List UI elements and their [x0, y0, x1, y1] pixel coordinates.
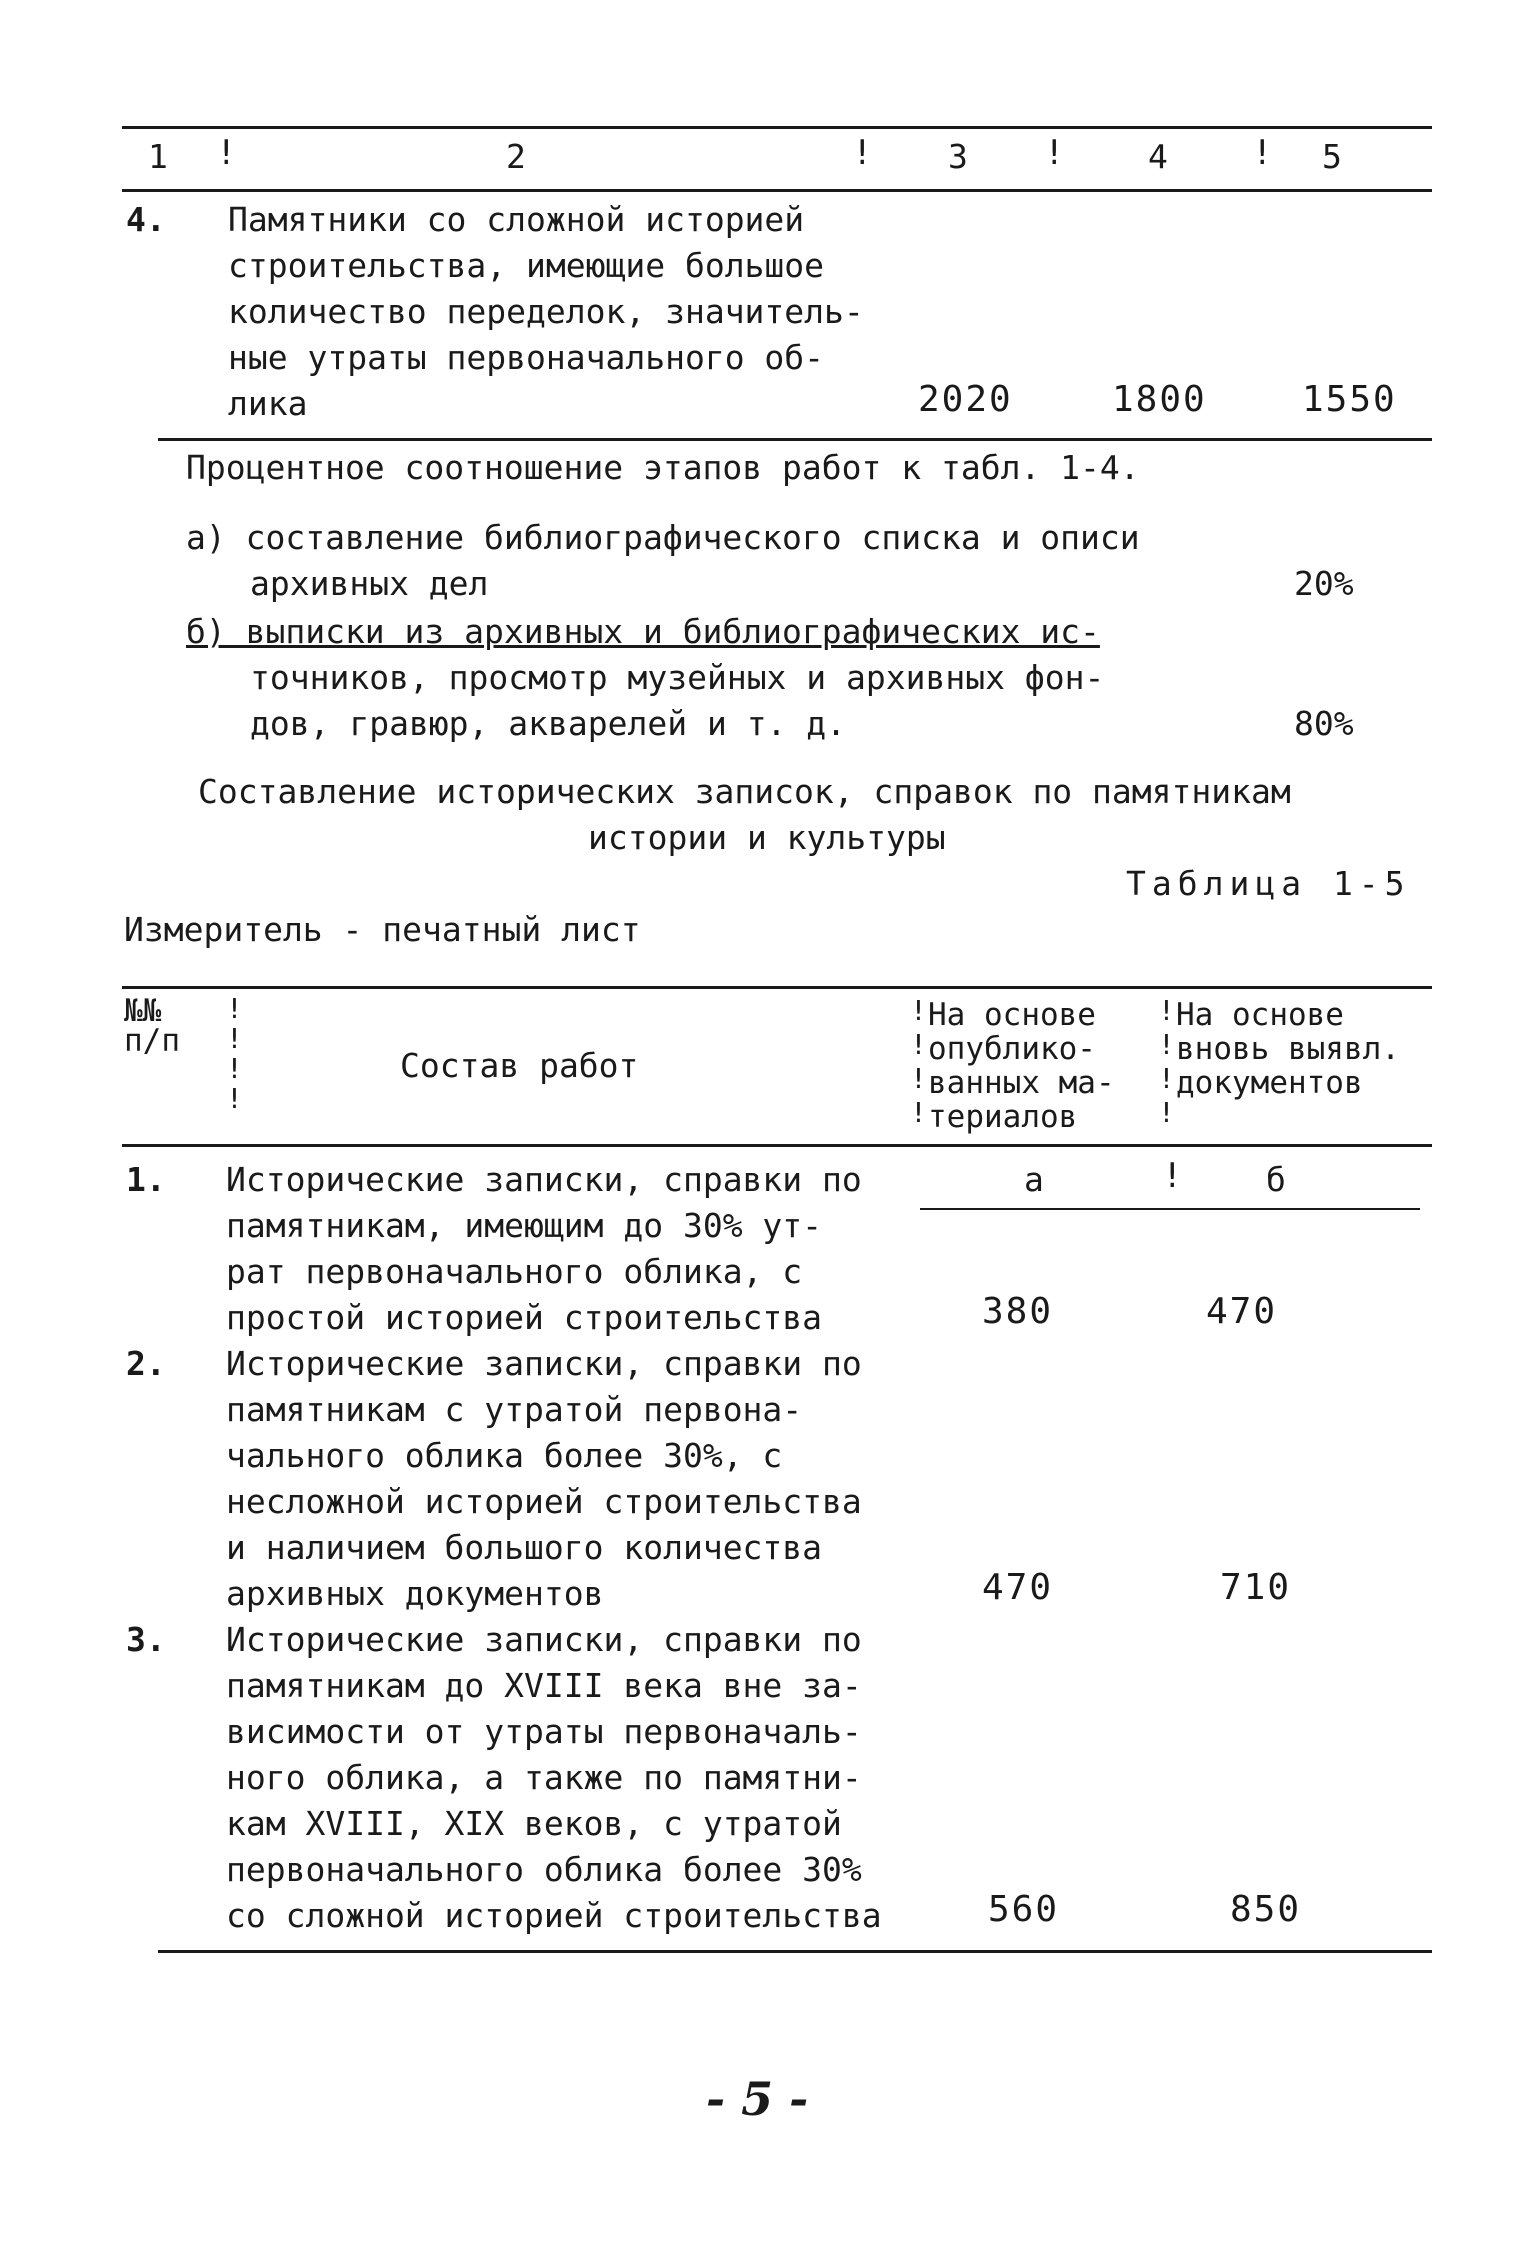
header-num-line: п/п — [124, 1023, 180, 1059]
subheader-b: б — [1266, 1160, 1286, 1199]
header-num-line: №№ — [124, 993, 162, 1029]
section-title-line2: истории и культуры — [588, 818, 946, 857]
main-table-rule-top — [122, 986, 1432, 989]
row-value-col5: 1550 — [1302, 379, 1397, 420]
measure-unit: Измеритель - печатный лист — [124, 910, 641, 949]
col-divider-mark: ! — [1044, 133, 1065, 173]
top-col-2-header: 2 — [506, 137, 526, 176]
top-col-4-header: 4 — [1148, 137, 1168, 176]
row-text-line: простой историей строительства — [226, 1298, 823, 1337]
row-text-line: несложной историей строительства — [226, 1482, 862, 1521]
row-number: 4. — [126, 200, 166, 239]
row-text-line: лика — [228, 384, 308, 423]
row-text-line: ного облика, а также по памятни- — [226, 1758, 862, 1797]
row-value-col4: 1800 — [1112, 379, 1207, 420]
col-divider-mark: ! — [216, 133, 237, 173]
col-divider-mark: ! — [1252, 133, 1273, 173]
row-value-a: 380 — [982, 1291, 1054, 1332]
row-text-line: со сложной историей строительства — [226, 1896, 882, 1935]
row-text-line: чального облика более 30%, с — [226, 1436, 783, 1475]
header-work-label: Состав работ — [400, 1046, 639, 1085]
header-divider-2: ! ! ! ! — [910, 994, 927, 1129]
header-col-b-line: На основе — [1176, 997, 1344, 1033]
row-text-line: Исторические записки, справки по — [226, 1344, 862, 1383]
item-a-line: а) составление библиографического списка и описи — [186, 518, 1140, 557]
row-number: 1. — [126, 1160, 166, 1199]
row-number: 3. — [126, 1620, 166, 1659]
row-text-line: памятникам, имеющим до 30% ут- — [226, 1206, 823, 1245]
row-text-line: кам XVIII, XIX веков, с утратой — [226, 1804, 842, 1843]
header-col-b-line: документов — [1176, 1065, 1363, 1101]
row-text-line: Памятники со сложной историей — [228, 200, 805, 239]
subheader-divider: ! — [1162, 1156, 1183, 1196]
item-a-value: 20% — [1294, 564, 1354, 603]
row-text-line: памятникам до XVIII века вне за- — [226, 1666, 862, 1705]
row-text-line: рат первоначального облика, с — [226, 1252, 803, 1291]
top-table-rule-bottom — [158, 438, 1432, 441]
header-divider-1: ! ! ! ! — [226, 992, 243, 1115]
row-text-line: архивных документов — [226, 1574, 604, 1613]
row-text-line: Исторические записки, справки по — [226, 1620, 862, 1659]
table-label: Таблица 1-5 — [1126, 864, 1411, 903]
subheader-a: а — [1024, 1160, 1044, 1199]
header-col-a-line: На основе — [928, 997, 1096, 1033]
top-col-1-header: 1 — [148, 137, 168, 176]
main-table-rule-header — [122, 1144, 1432, 1147]
row-text-line: памятникам с утратой первона- — [226, 1390, 803, 1429]
row-number: 2. — [126, 1344, 166, 1383]
col-divider-mark: ! — [852, 133, 873, 173]
row-value-b: 850 — [1230, 1889, 1302, 1930]
row-text-line: и наличием большого количества — [226, 1528, 823, 1567]
row-text-line: Исторические записки, справки по — [226, 1160, 862, 1199]
row-value-b: 470 — [1206, 1291, 1278, 1332]
row-text-line: строительства, имеющие большое — [228, 246, 825, 285]
row-value-a: 560 — [988, 1889, 1060, 1930]
row-value-b: 710 — [1220, 1567, 1292, 1608]
row-text-line: первоначального облика более 30% — [226, 1850, 862, 1889]
top-table-rule-header — [122, 189, 1432, 192]
row-text-line: ные утраты первоначального об- — [228, 338, 825, 377]
header-col-a-line: териалов — [928, 1099, 1078, 1135]
header-col-a-line: ванных ма- — [928, 1065, 1115, 1101]
item-b-line: точников, просмотр музейных и архивных фон- — [250, 658, 1105, 697]
item-a-line: архивных дел — [250, 564, 489, 603]
main-table-rule-bottom — [158, 1950, 1432, 1953]
section-title-line1: Составление исторических записок, справок по памятникам — [198, 772, 1291, 811]
header-col-b-line: вновь выявл. — [1176, 1031, 1400, 1067]
row-value-a: 470 — [982, 1567, 1054, 1608]
percent-heading: Процентное соотношение этапов работ к табл. 1-4. — [186, 448, 1140, 487]
top-col-3-header: 3 — [948, 137, 968, 176]
page-number: - 5 - — [706, 2072, 809, 2126]
header-col-a-line: опублико- — [928, 1031, 1096, 1067]
item-b-value: 80% — [1294, 704, 1354, 743]
top-table-rule-top — [122, 126, 1432, 129]
top-col-5-header: 5 — [1322, 137, 1342, 176]
item-b-line: б) выписки из архивных и библиографических ис- — [186, 612, 1100, 651]
row-value-col3: 2020 — [918, 379, 1013, 420]
header-divider-3: ! ! ! ! — [1158, 994, 1175, 1129]
row-text-line: висимости от утраты первоначаль- — [226, 1712, 862, 1751]
row-text-line: количество переделок, значитель- — [228, 292, 864, 331]
item-b-line: дов, гравюр, акварелей и т. д. — [250, 704, 847, 743]
subheader-rule — [920, 1208, 1420, 1210]
